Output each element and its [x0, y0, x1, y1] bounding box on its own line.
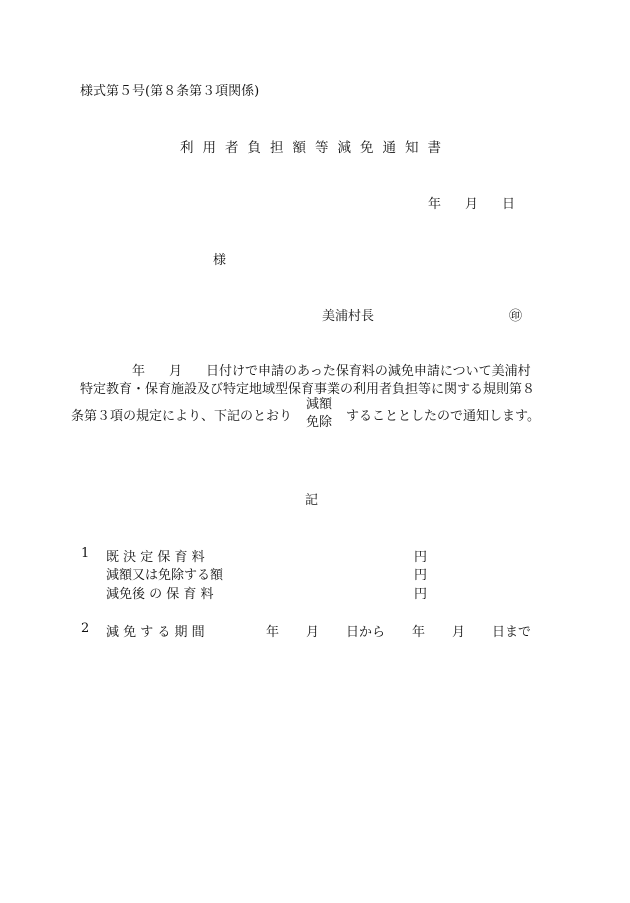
option-reduce: 減額 — [306, 397, 333, 412]
form-number: 様式第５号(第８条第３項関係) — [80, 84, 260, 99]
issue-date — [428, 193, 515, 212]
row-reduction-unit: 円 — [414, 568, 428, 583]
row-reduction-label: 減額又は免除する額 — [106, 568, 224, 583]
row-after-fee-unit: 円 — [414, 587, 428, 602]
date-year: 年 — [428, 197, 442, 212]
period-from-month: 月 — [306, 625, 320, 640]
date-day: 日 — [502, 197, 516, 212]
option-exempt: 免除 — [306, 415, 333, 430]
seal-mark: ㊞ — [509, 309, 523, 324]
body-line-2: 特定教育・保育施設及び特定地域型保育事業の利用者負担等に関する規則第８ — [80, 382, 536, 397]
item-1-number: 1 — [81, 546, 90, 561]
row-after-fee-label: 減免後 の 保 育 料 — [106, 587, 214, 602]
document-title: 利用者負担額等減免通知書 — [180, 140, 450, 156]
period-to-month: 月 — [452, 625, 466, 640]
date-month: 月 — [465, 197, 479, 212]
addressee-suffix: 様 — [213, 253, 227, 268]
body-year: 年 — [132, 364, 146, 379]
period-label: 減 免 す る 期 間 — [106, 625, 205, 640]
row-decided-fee-label: 既 決 定 保 育 料 — [106, 550, 205, 565]
body-line-1-text: 日付けで申請のあった保育料の減免申請について美浦村 — [206, 364, 531, 379]
period-to-day: 日まで — [492, 625, 532, 640]
body-month: 月 — [169, 364, 183, 379]
reduce-exempt-options — [306, 396, 332, 432]
ki-heading: 記 — [305, 493, 319, 508]
body-line-3-after: することとしたので通知します。 — [346, 409, 540, 424]
issuer-name: 美浦村長 — [322, 309, 375, 324]
period-from-day: 日から — [346, 625, 386, 640]
item-2-number: 2 — [81, 621, 90, 636]
row-decided-fee-unit: 円 — [414, 550, 428, 565]
body-line-1 — [132, 360, 531, 379]
body-line-3-before: 条第３項の規定により、下記のとおり — [71, 409, 293, 424]
period-from-year: 年 — [266, 625, 280, 640]
period-to-year: 年 — [412, 625, 426, 640]
